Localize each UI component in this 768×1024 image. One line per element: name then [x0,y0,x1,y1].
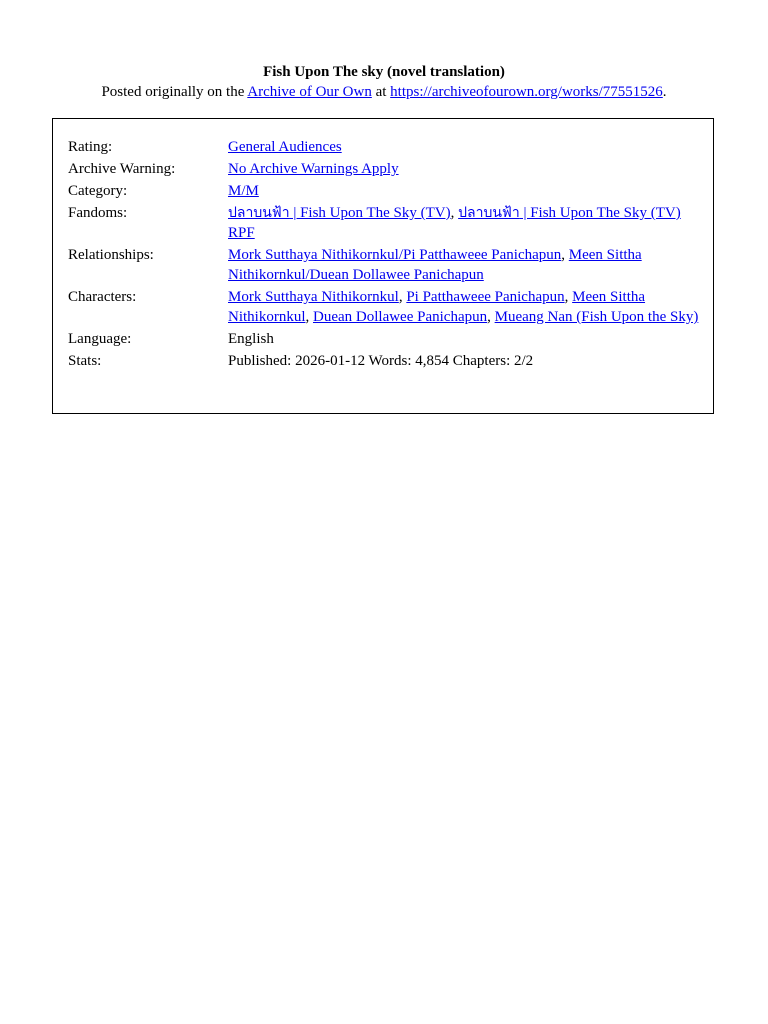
character-link[interactable]: Mueang Nan (Fish Upon the Sky) [494,309,699,325]
relationships-value [228,245,700,287]
list-separator: , [561,247,569,263]
language-label: Language: [68,331,132,347]
list-separator: , [305,309,313,325]
posted-prefix: Posted originally on the [101,84,248,100]
rating-label: Rating: [68,139,113,155]
list-separator: , [487,309,495,325]
category-link[interactable]: M/M [228,183,259,199]
meta-row-warning [68,159,700,181]
relationship-link[interactable]: Meen Sittha Nithikornkul/Duean Dollawee Panichapun [228,247,642,283]
fandom-english-name: | Fish Upon The Sky (TV) [289,205,451,221]
document-header [0,62,768,102]
fandoms-label: Fandoms: [68,205,128,221]
list-separator: , [450,205,459,221]
list-separator: , [564,289,573,305]
list-separator: , [398,289,407,305]
category-value [228,181,700,203]
character-link[interactable]: Duean Dollawee Panichapun [313,309,488,325]
relationships-label: Relationships: [68,247,154,263]
posted-suffix: . [662,84,667,100]
category-label: Category: [68,183,128,199]
meta-table [68,137,700,371]
warning-link[interactable]: No Archive Warnings Apply [228,161,399,177]
language-value: English [228,331,274,347]
rating-value [228,137,700,159]
fandoms-value [228,203,700,245]
meta-row-relationships [68,245,700,287]
work-meta-box [52,118,714,414]
fandom-thai-name: ปลาบนฟ้า [228,205,290,221]
meta-row-category [68,181,700,203]
fandom-english-name: | Fish Upon The Sky (TV) RPF [228,205,681,241]
rating-link[interactable]: General Audiences [228,139,342,155]
relationship-link[interactable]: Mork Sutthaya Nithikornkul/Pi Patthaweee Panichapun [228,247,562,263]
posted-line [0,82,768,102]
work-title: Fish Upon The sky (novel translation) [263,64,505,80]
character-link[interactable]: Meen Sittha Nithikornkul [228,289,646,325]
stats-value: Published: 2026-01-12 Words: 4,854 Chapters: 2/2 [228,353,534,369]
meta-row-stats [68,351,700,371]
stats-label: Stats: [68,353,102,369]
meta-row-rating [68,137,700,159]
archive-link[interactable]: Archive of Our Own [247,84,372,100]
characters-label: Characters: [68,289,137,305]
fandom-link[interactable] [228,205,451,221]
characters-value [228,287,700,329]
meta-row-fandoms [68,203,700,245]
warning-value [228,159,700,181]
character-link[interactable]: Mork Sutthaya Nithikornkul [228,289,399,305]
meta-row-characters [68,287,700,329]
character-link[interactable]: Pi Patthaweee Panichapun [406,289,565,305]
work-url-link[interactable]: https://archiveofourown.org/works/77551526 [390,84,663,100]
meta-row-language [68,329,700,351]
fandom-thai-name: ปลาบนฟ้า [458,205,520,221]
warning-label: Archive Warning: [68,161,176,177]
posted-mid: at [371,84,391,100]
